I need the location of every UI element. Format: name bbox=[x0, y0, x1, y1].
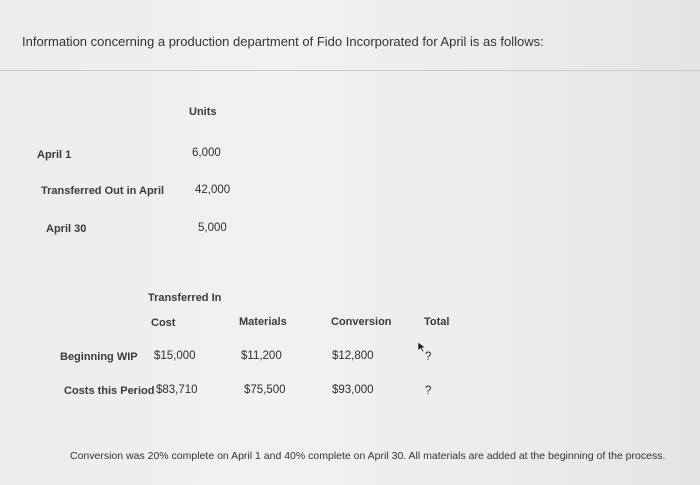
header-transferred-in-cost: Cost bbox=[151, 317, 176, 329]
costs-period-materials: $75,500 bbox=[244, 384, 286, 396]
row-value-transferred-out: 42,000 bbox=[195, 184, 231, 196]
divider bbox=[0, 70, 700, 71]
beginning-wip-total: ? bbox=[425, 351, 432, 363]
row-label-beginning-wip: Beginning WIP bbox=[60, 351, 138, 363]
footnote: Conversion was 20% complete on April 1 and 40% complete on April 30. All materials are added at the beginning of the process. bbox=[70, 450, 666, 462]
header-conversion: Conversion bbox=[331, 316, 392, 328]
row-value-april-1: 6,000 bbox=[192, 147, 221, 159]
intro-text: Information concerning a production department of Fido Incorporated for April is as follows: bbox=[22, 34, 544, 49]
header-transferred-in: Transferred In bbox=[148, 292, 222, 304]
header-materials: Materials bbox=[239, 316, 287, 328]
beginning-wip-conversion: $12,800 bbox=[332, 350, 374, 362]
beginning-wip-transferred-in: $15,000 bbox=[154, 350, 196, 362]
row-label-april-30: April 30 bbox=[46, 223, 87, 235]
row-value-april-30: 5,000 bbox=[198, 222, 227, 234]
mouse-pointer-icon bbox=[417, 341, 429, 353]
units-header: Units bbox=[189, 106, 217, 118]
row-label-costs-this-period: Costs this Period bbox=[64, 385, 155, 397]
header-total: Total bbox=[424, 316, 450, 328]
row-label-transferred-out: Transferred Out in April bbox=[41, 185, 165, 197]
row-label-april-1: April 1 bbox=[37, 149, 72, 161]
costs-period-total: ? bbox=[425, 385, 432, 397]
beginning-wip-materials: $11,200 bbox=[241, 350, 282, 362]
costs-period-transferred-in: $83,710 bbox=[156, 384, 198, 396]
costs-period-conversion: $93,000 bbox=[332, 384, 374, 396]
